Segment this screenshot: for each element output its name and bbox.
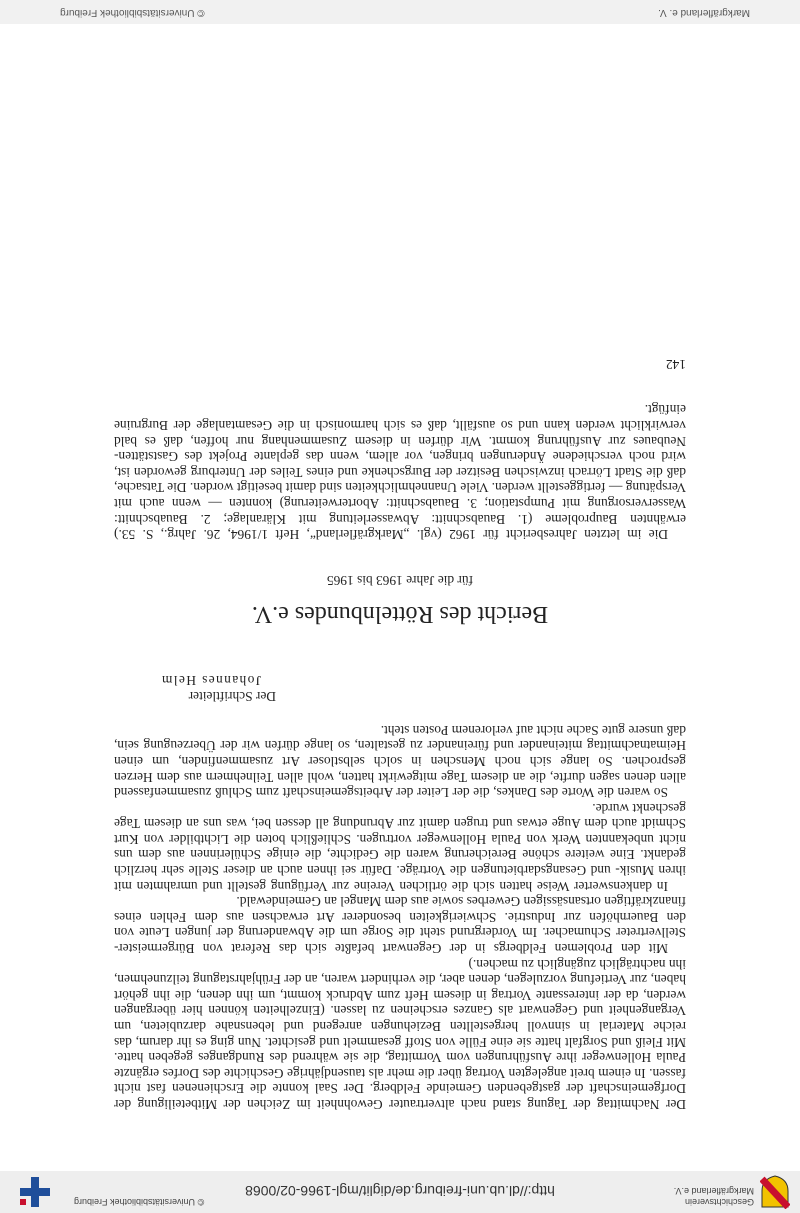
paragraph-2: Mit den Problemen Feldbergs in der Gegenwart befaßte sich das Referat von Bürgermeister-Stellvertreter Schumacher. Im Vordergrund steht die Sorge um die Abwanderung der jungen Leute von den Bauernhöfen zur Industrie. Schwierigkeiten besonderer Art erwachsen aus dem Fehlen eines finanzkräftigen ortsansässigen Gewerbes sowie aus dem Mangel an Gemeindewald. (114, 894, 686, 957)
top-banner (0, 1171, 800, 1213)
society-name: Geschichtsverein Markgräflerland e.V. (673, 1186, 754, 1207)
signature-role: Der Schriftleiter (188, 689, 276, 705)
page-number: 142 (665, 356, 686, 372)
paragraph-3: In dankenswerter Weise hatten sich die örtlichen Vereine zur Verfügung gestellt und umrahmten mit ihren Musik- und Gesangsdarbietungen die Vorträge. Dafür sei ihnen auch an dieser Stelle sehr herzlich gedankt. Eine weitere schöne Bereicherung waren die Gedichte, die einige Schülerinnen aus dem uns nicht unbekannten Werk von Paula Hollenweger vortrugen. Schließlich boten die Lichtbilder von Kurt Schmidt auch dem Auge etwas und trugen damit zur Abrundung all dessen bei, was uns an diesem Tage geschenkt wurde. (114, 800, 686, 894)
article-subtitle: für die Jahre 1963 bis 1965 (326, 573, 474, 589)
university-logo-icon (18, 1175, 52, 1209)
document-url[interactable]: http://dl.ub.uni-freiburg.de/diglit/mgl-1966-02/0068 (245, 1183, 555, 1199)
footer-society: Markgräflerland e. V. (658, 7, 750, 18)
article-title: Bericht des Röttelnbundes e.V. (251, 601, 549, 628)
article-paragraph: Die im letzten Jahresbericht für 1962 (vgl. „Markgräflerland“, Heft 1/1964, 26. Jahrg., S. 53.) erwähnten Bauprobleme (1. Bauabschnitt: Abwasserleitung mit Kläranlage; 2. Bauabschnitt: Wasserversorgung mit Pumpstation; 3. Bauabschnitt: Aborterweiterung) konnten — wenn auch mit Verspätung — fertiggestellt werden. Viele Unannehmlichkeiten sind damit beseitigt worden. Die Tatsache, daß die Stadt Lörrach inzwischen Besitzer der Burgschenke und eines Teiles der Unterburg geworden ist, wird noch verschiedene Änderungen bringen, vor allem, wenn das geplante Projekt des Gaststätten-Neubaues zur Ausführung kommt. Wir dürfen in diesem Zusammenhang nur hoffen, daß es bald verwirklicht werden kann und so ausfällt, daß es sich harmonisch in die Gesamtanlage der Burgruine einfügt. (114, 402, 686, 543)
paragraph-4: So waren die Worte des Dankes, die der Leiter der Arbeitsgemeinschaft zum Schluß zusammenfassend allen denen sagen durfte, die an diesem Tage mitgewirkt hatten, wohl allen Teilnehmern aus dem Herzen gesprochen. So lange sich noch Menschen in solch selbstloser Art zusammenfinden, um einen Heimatnachmittag miteinander und füreinander zu gestalten, so lange dürfen wir der Überzeugung sein, daß unsere gute Sache nicht auf verlorenem Posten steht. (114, 722, 686, 801)
signature-name: Johannes Helm (160, 673, 261, 689)
paragraph-1: Der Nachmittag der Tagung stand nach altvertrauter Gewohnheit im Zeichen der Mitbeteiligung der Dorfgemeinschaft der gastgebenden Gemeinde Feldberg. Der Saal konnte die Erschienenen fast nicht fassen. In einem breit angelegten Vortrag über die mehr als tausendjährige Geschichte des Dorfes ergänzte Paula Hollenweger ihre Ausführungen vom Vormittag, die sie während des Rundganges gegeben hatte. Mit Fleiß und Sorgfalt hatte sie eine Fülle von Stoff gesammelt und gesichtet. Nun ging es ihr darum, das reiche Material in sinnvoll hergestellten Beziehungen anregend und lebensnahe darzubieten, um Vergangenheit und Gegenwart als Ganzes erscheinen zu lassen. (Einzelheiten können hier übergangen werden, da der interessante Vortrag in diesem Heft zum Abdruck kommt, um ihn denen, die ihn gehört haben, zur Vertiefung vorzulegen, denen aber, die verhindert waren, an der Frühjahrstagung teilzunehmen, ihn nachträglich zugänglich zu machen.) (114, 956, 686, 1112)
bottom-footer (0, 0, 800, 24)
library-credit: © Universitätsbibliothek Freiburg (74, 1197, 205, 1207)
footer-credit: © Universitätsbibliothek Freiburg (60, 7, 205, 18)
document-page (114, 356, 686, 1112)
